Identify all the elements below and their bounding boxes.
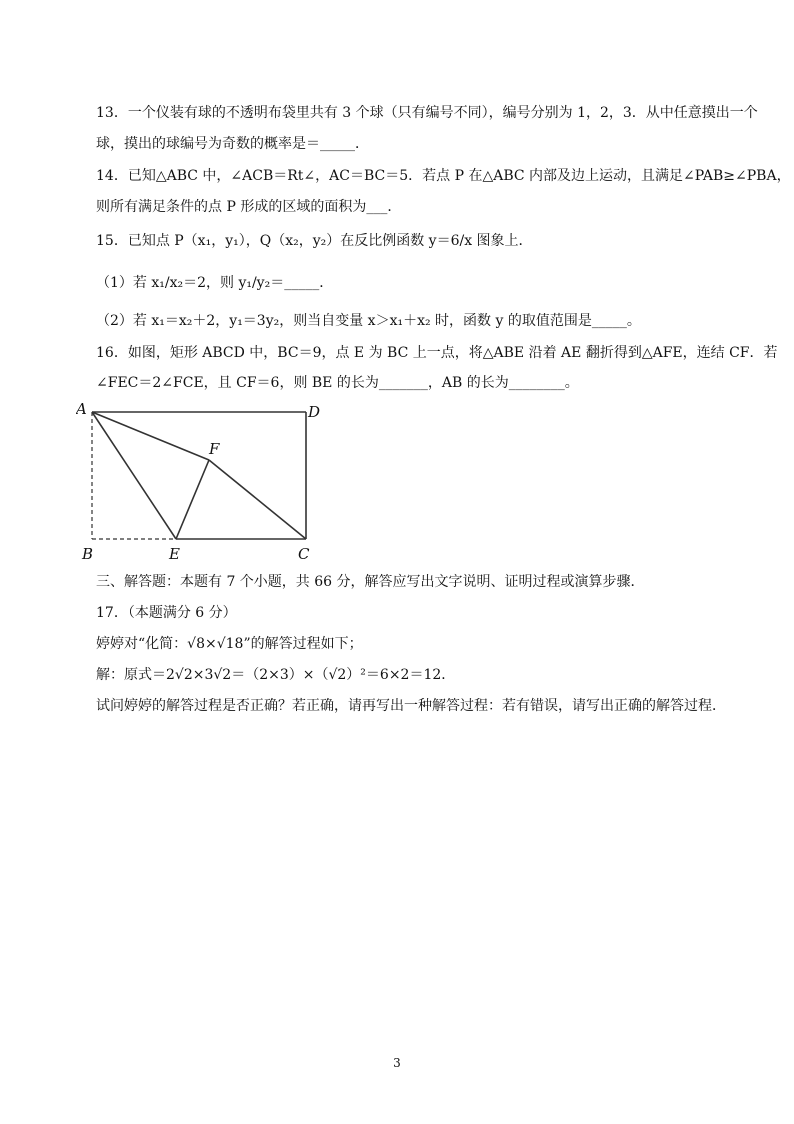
question-17-statement: 婷婷对“化简：√8×√18”的解答过程如下； [96,636,363,652]
question-16-line-1: 16．如图，矩形 ABCD 中，BC＝9，点 E 为 BC 上一点，将△ABE 沿着 AE 翻折得到△AFE，连结 CF．若 [96,345,778,361]
question-14-line-2: 则所有满足条件的点 P 形成的区域的面积为___． [96,199,402,215]
question-13-line-2: 球，摸出的球编号为奇数的概率是＝_____． [96,136,369,152]
section-3-heading: 三、解答题：本题有 7 个小题，共 66 分，解答应写出文字说明、证明过程或演算步骤． [96,574,645,590]
rectangle-figure [76,402,336,564]
question-13-line-1: 13．一个仪装有球的不透明布袋里共有 3 个球（只有编号不同），编号分别为 1，2，3．从中任意摸出一个 [96,105,758,121]
question-15-part-2: （2）若 x₁＝x₂＋2，y₁＝3y₂，则当自变量 x＞x₁＋x₂ 时，函数 y 的取值范围是_____。 [96,313,641,329]
label-B: B [82,545,94,563]
segment-FE [176,460,209,539]
question-17-ask: 试问婷婷的解答过程是否正确？若正确，请再写出一种解答过程：若有错误，请写出正确的解答过程． [96,698,726,714]
segment-FC [209,460,306,539]
segment-AF [92,412,209,460]
label-A: A [76,402,87,418]
question-17-solution: 解：原式＝2√2×3√2＝（2×3）×（√2）²＝6×2＝12． [96,667,456,683]
label-D: D [308,403,321,421]
question-17-title: 17．（本题满分 6 分） [96,605,237,621]
label-F: F [209,440,220,458]
question-16-line-2: ∠FEC＝2∠FCE，且 CF＝6，则 BE 的长为_______，AB 的长为________。 [96,375,579,391]
label-E: E [169,545,180,563]
page-number: 3 [393,1056,401,1070]
label-C: C [298,545,310,563]
question-14-line-1: 14．已知△ABC 中，∠ACB＝Rt∠，AC＝BC＝5．若点 P 在△ABC 内部及边上运动，且满足∠PAB≥∠PBA， [96,168,791,184]
question-15-part-1: （1）若 x₁/x₂＝2，则 y₁/y₂＝_____． [96,275,334,291]
segment-AE [92,412,176,539]
question-15-line-1: 15．已知点 P（x₁，y₁），Q（x₂，y₂）在反比例函数 y＝6/x 图象上． [96,233,533,249]
